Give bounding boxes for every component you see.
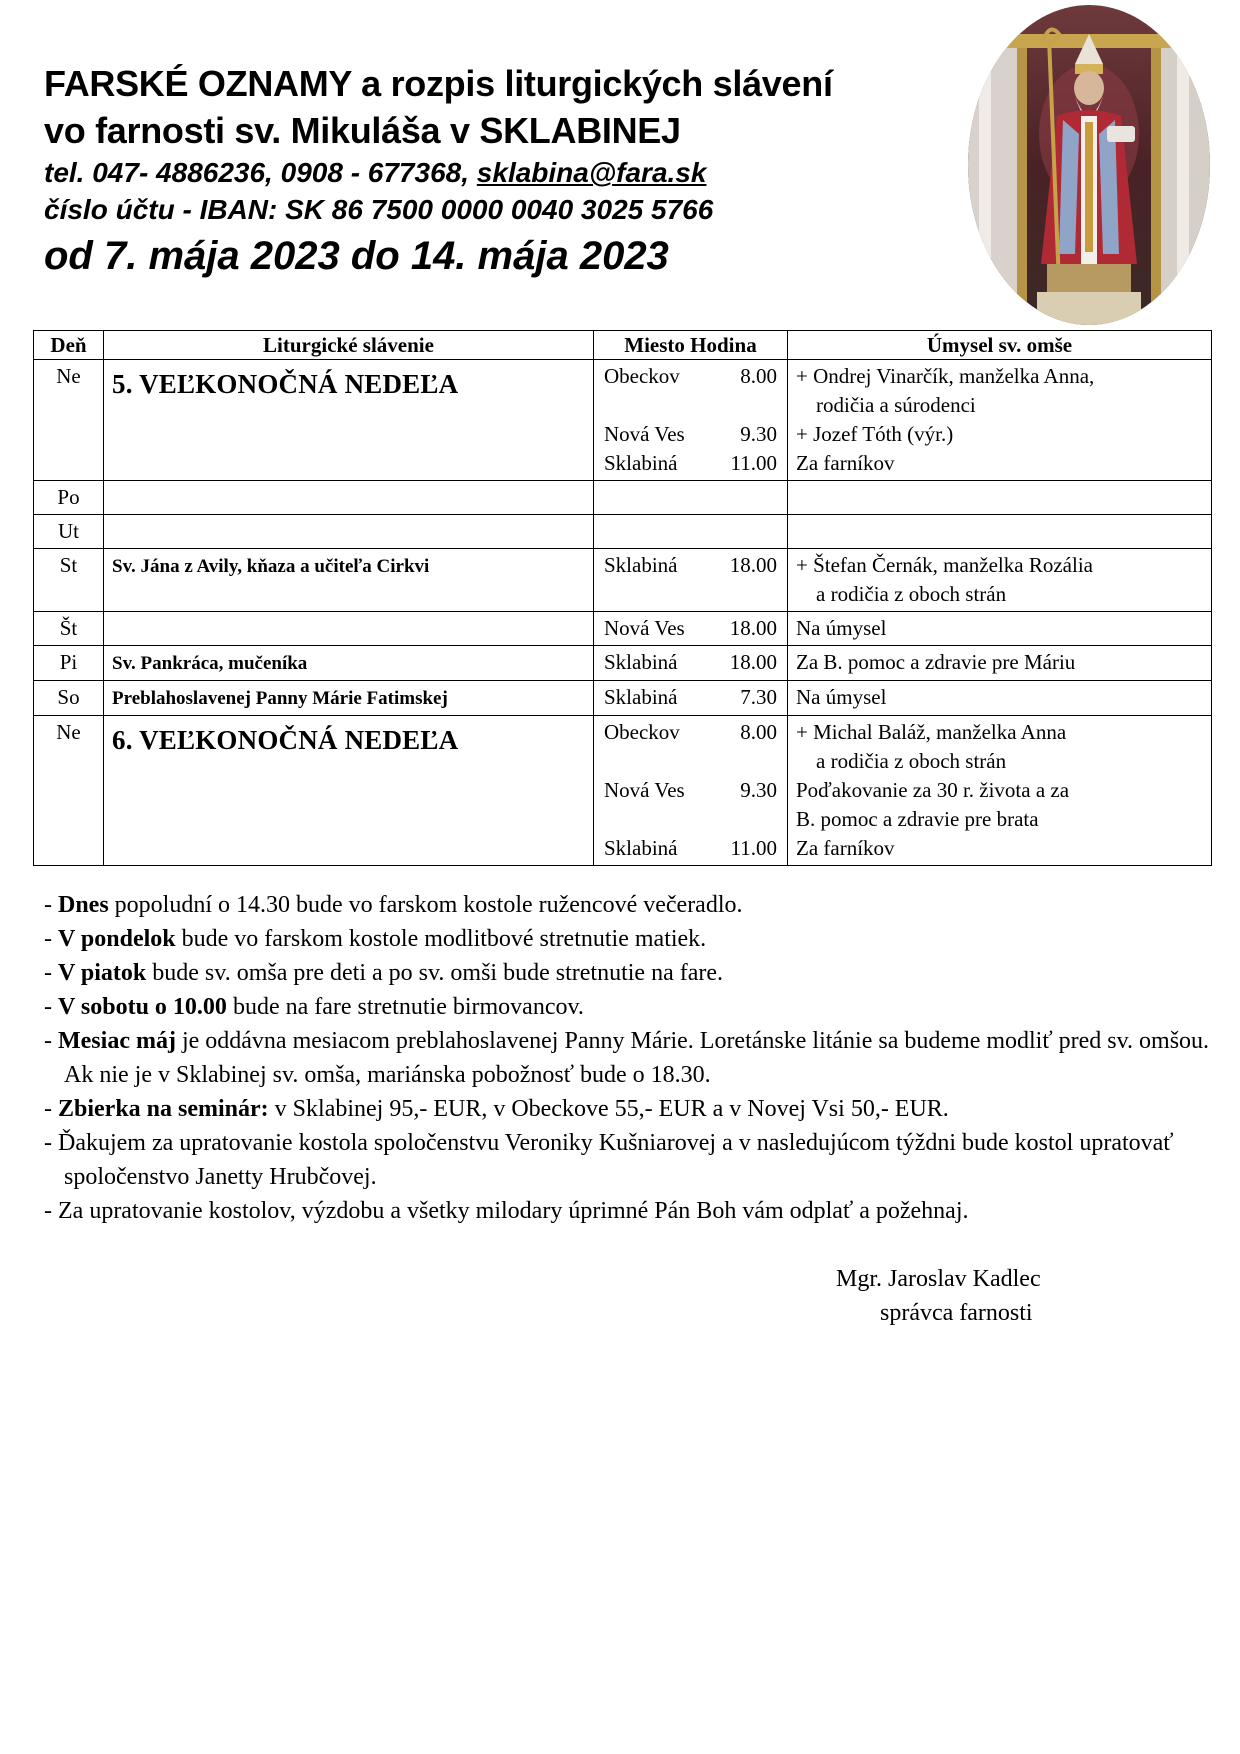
mass-place: Sklabiná bbox=[604, 685, 678, 709]
mass-place: Nová Ves bbox=[604, 778, 685, 802]
celebration-cell bbox=[104, 549, 594, 612]
phone-numbers: tel. 047- 4886236, 0908 - 677368, bbox=[44, 157, 477, 188]
announcement-text: Ďakujem za upratovanie kostola spoločenstvu Veroniky Kušniarovej a v nasledujúcom týždni bude kostol upratovať spoločenstvo Janetty Hrubčovej. bbox=[58, 1130, 1174, 1190]
day-cell: Ne bbox=[34, 360, 104, 481]
place-time-cell bbox=[594, 646, 788, 681]
announcement-item: - Zbierka na seminár: v Sklabinej 95,- EUR, v Obeckove 55,- EUR a v Novej Vsi 50,- EUR. bbox=[44, 1096, 949, 1122]
mass-time: 7.30 bbox=[740, 685, 777, 709]
mass-time: 18.00 bbox=[729, 616, 777, 640]
intention-cell bbox=[788, 681, 1212, 716]
feast-title: Sv. Jána z Avily, kňaza a učiteľa Cirkvi bbox=[112, 556, 430, 577]
feast-title: Sv. Pankráca, mučeníka bbox=[112, 653, 308, 674]
mass-time: 11.00 bbox=[730, 451, 777, 475]
intention-cell bbox=[788, 549, 1212, 612]
header-intention: Úmysel sv. omše bbox=[788, 331, 1212, 360]
announcement-bold: V pondelok bbox=[58, 926, 176, 952]
table-header-row bbox=[34, 331, 1212, 360]
mass-place: Sklabiná bbox=[604, 553, 678, 577]
mass-time: 9.30 bbox=[740, 778, 777, 802]
intention-line: Na úmysel bbox=[796, 616, 887, 640]
signature-role: správca farnosti bbox=[880, 1300, 1033, 1326]
day-cell: Pi bbox=[34, 646, 104, 681]
intention-line: + Ondrej Vinarčík, manželka Anna, bbox=[796, 364, 1095, 388]
intention-line: a rodičia z oboch strán bbox=[816, 582, 1007, 606]
header bbox=[44, 60, 964, 282]
table-row bbox=[34, 716, 1212, 866]
table-row bbox=[34, 646, 1212, 681]
intention-line: rodičia a súrodenci bbox=[816, 393, 976, 417]
mass-time: 18.00 bbox=[729, 553, 777, 577]
announcement-item: - V piatok bude sv. omša pre deti a po sv. omši bude stretnutie na fare. bbox=[44, 960, 724, 986]
intention-cell bbox=[788, 515, 1212, 549]
mass-place: Sklabiná bbox=[604, 451, 678, 475]
celebration-cell bbox=[104, 646, 594, 681]
table-row bbox=[34, 360, 1212, 481]
intention-line: a rodičia z oboch strán bbox=[816, 749, 1007, 773]
announcement-bold: Mesiac máj bbox=[58, 1028, 176, 1054]
announcement-bold: V piatok bbox=[58, 960, 147, 986]
announcement-item: - V sobotu o 10.00 bude na fare stretnutie birmovancov. bbox=[44, 994, 584, 1020]
mass-place-time bbox=[602, 420, 779, 449]
mass-place-time bbox=[602, 551, 779, 580]
announcement-item: - Ďakujem za upratovanie kostola spoločenstvu Veroniky Kušniarovej a v nasledujúcom týždni bude kostol upratovať spoločenstvo Janetty Hrubčovej. bbox=[44, 1130, 1174, 1190]
mass-place-time bbox=[602, 614, 779, 643]
announcements bbox=[44, 888, 1214, 1228]
signature bbox=[836, 1262, 1041, 1330]
place-time-cell bbox=[594, 549, 788, 612]
feast-title: 6. VEĽKONOČNÁ NEDEĽA bbox=[112, 725, 459, 755]
intention-line: B. pomoc a zdravie pre brata bbox=[796, 807, 1039, 831]
contact-line bbox=[44, 154, 964, 191]
mass-time: 9.30 bbox=[740, 422, 777, 446]
place-time-cell bbox=[594, 612, 788, 646]
day-cell: Ne bbox=[34, 716, 104, 866]
mass-place-time bbox=[602, 449, 779, 478]
announcement-bold: Dnes bbox=[58, 892, 109, 918]
announcement-bold: Zbierka na seminár: bbox=[58, 1096, 269, 1122]
place-time-cell bbox=[594, 515, 788, 549]
mass-place-time bbox=[602, 648, 779, 677]
intention-line: Na úmysel bbox=[796, 685, 887, 709]
intention-line: + Štefan Černák, manželka Rozália bbox=[796, 553, 1093, 577]
mass-place-time bbox=[602, 683, 779, 712]
mass-place: Sklabiná bbox=[604, 836, 678, 860]
mass-place: Obeckov bbox=[604, 364, 680, 388]
day-cell: So bbox=[34, 681, 104, 716]
signature-name: Mgr. Jaroslav Kadlec bbox=[836, 1266, 1041, 1292]
mass-time: 18.00 bbox=[729, 650, 777, 674]
table-row bbox=[34, 481, 1212, 515]
day-cell: Po bbox=[34, 481, 104, 515]
table-row bbox=[34, 515, 1212, 549]
mass-place-time bbox=[602, 362, 779, 391]
mass-place-time bbox=[602, 834, 779, 863]
mass-place: Nová Ves bbox=[604, 422, 685, 446]
intention-line: Poďakovanie za 30 r. života a za bbox=[796, 778, 1070, 802]
feast-title: Preblahoslavenej Panny Márie Fatimskej bbox=[112, 688, 448, 709]
intention-cell bbox=[788, 481, 1212, 515]
mass-time: 8.00 bbox=[740, 720, 777, 744]
announcement-text: bude na fare stretnutie birmovancov. bbox=[226, 994, 584, 1020]
table-row bbox=[34, 612, 1212, 646]
celebration-cell bbox=[104, 612, 594, 646]
intention-line: Za farníkov bbox=[796, 836, 895, 860]
announcement-item: - Dnes popoludní o 14.30 bude vo farskom kostole ružencové večeradlo. bbox=[44, 892, 743, 918]
mass-place-time bbox=[602, 776, 779, 805]
announcement-bold: V sobotu o 10.00 bbox=[58, 994, 227, 1020]
day-cell: Ut bbox=[34, 515, 104, 549]
announcement-item: - V pondelok bude vo farskom kostole modlitbové stretnutie matiek. bbox=[44, 926, 707, 952]
place-time-cell bbox=[594, 481, 788, 515]
announcement-text: bude sv. omša pre deti a po sv. omši bude stretnutie na fare. bbox=[146, 960, 724, 986]
celebration-cell bbox=[104, 360, 594, 481]
mass-time: 11.00 bbox=[730, 836, 777, 860]
announcement-item: - Mesiac máj je oddávna mesiacom preblahoslavenej Panny Márie. Loretánske litánie sa budeme modliť pred sv. omšou. Ak nie je v Sklabinej sv. omša, mariánska pobožnosť bude o 18.30. bbox=[44, 1028, 1210, 1088]
intention-cell bbox=[788, 360, 1212, 481]
date-range: od 7. mája 2023 do 14. mája 2023 bbox=[44, 234, 669, 278]
announcement-text: popoludní o 14.30 bude vo farskom kostole ružencové večeradlo. bbox=[108, 892, 743, 918]
celebration-cell bbox=[104, 515, 594, 549]
intention-line: + Jozef Tóth (výr.) bbox=[796, 422, 954, 446]
table-row bbox=[34, 681, 1212, 716]
intention-cell bbox=[788, 612, 1212, 646]
place-time-cell bbox=[594, 681, 788, 716]
announcement-text: bude vo farskom kostole modlitbové stretnutie matiek. bbox=[175, 926, 707, 952]
header-celebration: Liturgické slávenie bbox=[104, 331, 594, 360]
saint-nicholas-statue-image bbox=[967, 4, 1211, 326]
table-row bbox=[34, 549, 1212, 612]
celebration-cell bbox=[104, 481, 594, 515]
announcement-text: Za upratovanie kostolov, výzdobu a všetky milodary úprimné Pán Boh vám odplať a požehnaj. bbox=[58, 1198, 969, 1224]
title-line-1: FARSKÉ OZNAMY a rozpis liturgických slávení bbox=[44, 63, 833, 104]
intention-line: + Michal Baláž, manželka Anna bbox=[796, 720, 1067, 744]
announcement-text: je oddávna mesiacom preblahoslavenej Panny Márie. Loretánske litánie sa budeme modliť pred sv. omšou. Ak nie je v Sklabinej sv. omša, mariánska pobožnosť bude o 18.30. bbox=[64, 1028, 1210, 1088]
mass-time: 8.00 bbox=[740, 364, 777, 388]
feast-title: 5. VEĽKONOČNÁ NEDEĽA bbox=[112, 369, 459, 399]
mass-place: Nová Ves bbox=[604, 616, 685, 640]
header-day: Deň bbox=[34, 331, 104, 360]
place-time-cell bbox=[594, 716, 788, 866]
bank-account: číslo účtu - IBAN: SK 86 7500 0000 0040 3025 5766 bbox=[44, 194, 714, 225]
mass-place-time bbox=[602, 718, 779, 747]
intention-line: Za farníkov bbox=[796, 451, 895, 475]
announcement-item: - Za upratovanie kostolov, výzdobu a všetky milodary úprimné Pán Boh vám odplať a požehnaj. bbox=[44, 1198, 969, 1224]
title-line-2: vo farnosti sv. Mikuláša v SKLABINEJ bbox=[44, 110, 681, 151]
celebration-cell bbox=[104, 681, 594, 716]
intention-cell bbox=[788, 646, 1212, 681]
day-cell: Št bbox=[34, 612, 104, 646]
mass-place: Obeckov bbox=[604, 720, 680, 744]
celebration-cell bbox=[104, 716, 594, 866]
day-cell: St bbox=[34, 549, 104, 612]
place-time-cell bbox=[594, 360, 788, 481]
liturgy-schedule-table bbox=[33, 330, 1212, 866]
mass-place: Sklabiná bbox=[604, 650, 678, 674]
email-link[interactable]: sklabina@fara.sk bbox=[476, 157, 707, 188]
intention-line: Za B. pomoc a zdravie pre Máriu bbox=[796, 650, 1076, 674]
announcement-text: v Sklabinej 95,- EUR, v Obeckove 55,- EUR a v Novej Vsi 50,- EUR. bbox=[268, 1096, 949, 1122]
header-place-time: Miesto Hodina bbox=[594, 331, 788, 360]
intention-cell bbox=[788, 716, 1212, 866]
